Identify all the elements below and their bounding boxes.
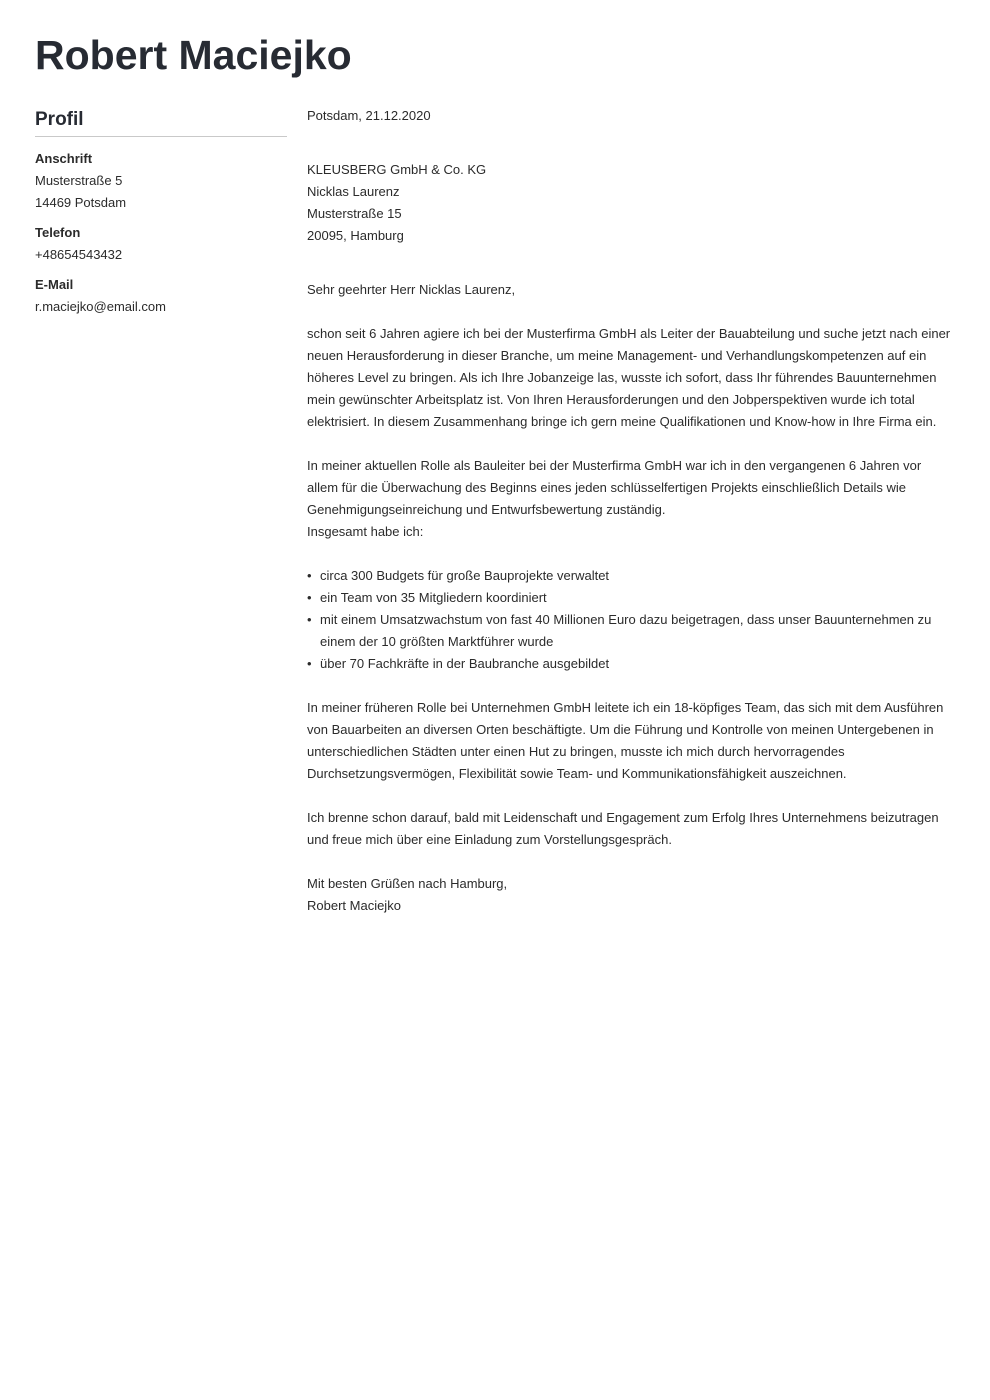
- list-item: • mit einem Umsatzwachstum von fast 40 Millionen Euro dazu beigetragen, dass unser Bauunternehmen zu einem der 10 größten Marktführer wurde: [307, 609, 955, 653]
- closing: Mit besten Grüßen nach Hamburg,: [307, 876, 508, 891]
- signature: Robert Maciejko: [307, 898, 401, 913]
- spacer: [307, 247, 955, 279]
- list-item: • circa 300 Budgets für große Bauprojekte verwaltet: [307, 565, 955, 587]
- address-city: 14469 Potsdam: [35, 195, 127, 210]
- profile-sidebar: [35, 108, 287, 318]
- email-value: r.maciejko@email.com: [35, 299, 166, 314]
- phone-block: [35, 222, 287, 266]
- achievements-list: [307, 565, 955, 675]
- email-block: [35, 274, 287, 318]
- spacer: [307, 785, 955, 807]
- address-street: Musterstraße 5: [35, 173, 123, 188]
- spacer: [307, 433, 955, 455]
- phone-label: Telefon: [35, 225, 81, 240]
- recipient-person: Nicklas Laurenz: [307, 184, 400, 199]
- spacer: [307, 301, 955, 323]
- spacer: [307, 675, 955, 697]
- recipient-city: 20095, Hamburg: [307, 228, 404, 243]
- applicant-name: Robert Maciejko: [35, 32, 352, 78]
- paragraph-current-role: In meiner aktuellen Rolle als Bauleiter bei der Musterfirma GmbH war ich in den vergangenen 6 Jahren vor allem für die Überwachung des Beginns eines jeden schlüsselfertigen Projekts einschließlich Details wie Genehmigungseinreichung und Entwurfsbewertung zuständig.: [307, 458, 922, 517]
- paragraph-previous-role: In meiner früheren Rolle bei Unternehmen GmbH leitete ich ein 18-köpfiges Team, das sich mit dem Ausführen von Bauarbeiten an diversen Orten beschäftigte. Um die Führung und Kontrolle von meinen Untergebenen in unterschiedlichen Städten unter einen Hut zu bringen, musste ich mich durch hervorragendes Durchsetzungsvermögen, Flexibilität sowie Team- und Kommunikationsfähigkeit auszeichnen.: [307, 700, 944, 781]
- list-intro: Insgesamt habe ich:: [307, 524, 424, 539]
- spacer: [307, 543, 955, 565]
- letter-date: Potsdam, 21.12.2020: [307, 108, 431, 123]
- email-label: E-Mail: [35, 277, 74, 292]
- recipient-street: Musterstraße 15: [307, 206, 402, 221]
- salutation: Sehr geehrter Herr Nicklas Laurenz,: [307, 282, 516, 297]
- address-label: Anschrift: [35, 151, 93, 166]
- phone-value: +48654543432: [35, 247, 123, 262]
- paragraph-motivation: Ich brenne schon darauf, bald mit Leidenschaft und Engagement zum Erfolg Ihres Unternehmens beizutragen und freue mich über eine Einladung zum Vorstellungsgespräch.: [307, 810, 939, 847]
- recipient-address: [307, 159, 955, 247]
- spacer: [307, 851, 955, 873]
- letter-body: [307, 105, 955, 917]
- address-block: [35, 148, 287, 214]
- spacer: [307, 127, 955, 159]
- list-item: • über 70 Fachkräfte in der Baubranche ausgebildet: [307, 653, 955, 675]
- profile-heading: Profil: [35, 108, 287, 137]
- list-item: • ein Team von 35 Mitgliedern koordiniert: [307, 587, 955, 609]
- paragraph-intro: schon seit 6 Jahren agiere ich bei der Musterfirma GmbH als Leiter der Bauabteilung und suche jetzt nach einer neuen Herausforderung in dieser Branche, um meine Management- und Verhandlungskompetenzen auf ein höheres Level zu bringen. Als ich Ihre Jobanzeige las, wusste ich sofort, dass Ihr führendes Bauunternehmen mein gewünschter Arbeitsplatz ist. Von Ihren Herausforderungen und den Jobperspektiven wurde ich total elektrisiert. In diesem Zusammenhang bringe ich gern meine Qualifikationen und Know-how in Ihre Firma ein.: [307, 326, 951, 429]
- recipient-company: KLEUSBERG GmbH & Co. KG: [307, 162, 487, 177]
